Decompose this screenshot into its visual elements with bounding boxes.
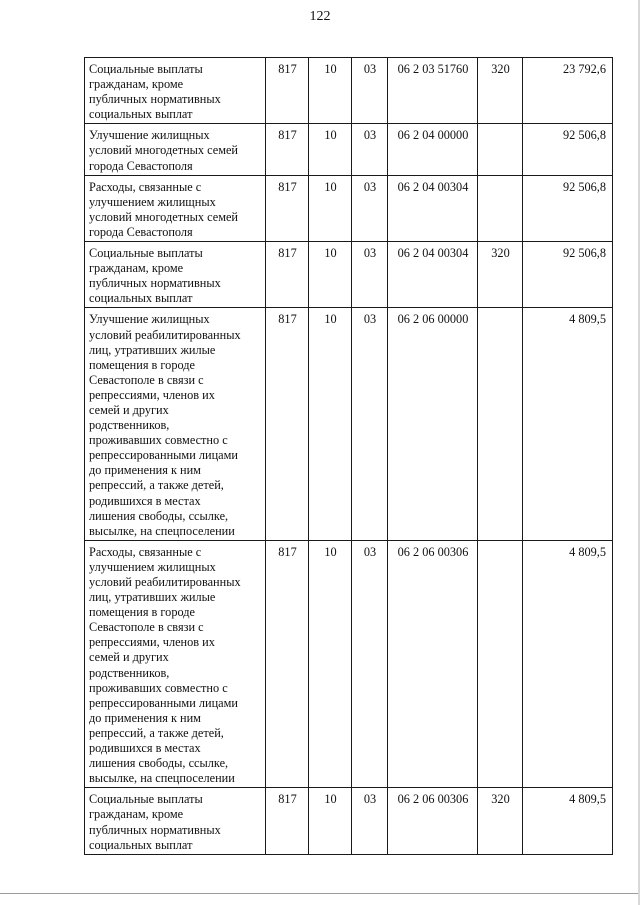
table-row	[85, 540, 613, 788]
row-csr: 06 2 04 00304	[388, 242, 478, 308]
row-sum: 92 506,8	[523, 242, 613, 308]
row-csr: 06 2 06 00306	[388, 540, 478, 788]
row-pr: 03	[352, 124, 388, 175]
row-sum: 92 506,8	[523, 175, 613, 241]
row-grbs: 817	[266, 242, 309, 308]
row-rz: 10	[309, 124, 352, 175]
table-row	[85, 242, 613, 308]
table-row	[85, 788, 613, 854]
page-number: 122	[309, 9, 331, 24]
row-sum: 4 809,5	[523, 540, 613, 788]
row-grbs: 817	[266, 308, 309, 540]
table-row	[85, 175, 613, 241]
row-vr	[478, 308, 523, 540]
row-pr: 03	[352, 175, 388, 241]
row-sum: 4 809,5	[523, 308, 613, 540]
row-csr: 06 2 04 00000	[388, 124, 478, 175]
row-pr: 03	[352, 308, 388, 540]
row-vr	[478, 540, 523, 788]
budget-table	[84, 57, 613, 855]
row-name: Расходы, связанные с улучшением жилищных условий многодетных семей города Севастополя	[85, 175, 266, 241]
row-sum: 23 792,6	[523, 58, 613, 124]
row-sum: 92 506,8	[523, 124, 613, 175]
row-csr: 06 2 06 00000	[388, 308, 478, 540]
row-grbs: 817	[266, 175, 309, 241]
row-grbs: 817	[266, 788, 309, 854]
row-pr: 03	[352, 788, 388, 854]
row-vr	[478, 124, 523, 175]
row-name: Социальные выплаты гражданам, кроме публичных нормативных социальных выплат	[85, 242, 266, 308]
row-rz: 10	[309, 308, 352, 540]
row-name: Улучшение жилищных условий реабилитированных лиц, утративших жилые помещения в городе Севастополе в связи с репрессиями, членов их семей и других родственников, проживавших совместно с репрессированными лицами до применения к ним репрессий, а также детей, родившихся в местах лишения свободы, ссылке, высылке, на спецпоселении	[85, 308, 266, 540]
row-pr: 03	[352, 540, 388, 788]
row-vr: 320	[478, 242, 523, 308]
table-row	[85, 124, 613, 175]
row-grbs: 817	[266, 124, 309, 175]
table-row	[85, 308, 613, 540]
row-vr: 320	[478, 788, 523, 854]
row-rz: 10	[309, 242, 352, 308]
row-rz: 10	[309, 788, 352, 854]
row-name: Улучшение жилищных условий многодетных семей города Севастополя	[85, 124, 266, 175]
row-rz: 10	[309, 58, 352, 124]
row-rz: 10	[309, 175, 352, 241]
row-name: Социальные выплаты гражданам, кроме публичных нормативных социальных выплат	[85, 788, 266, 854]
row-pr: 03	[352, 242, 388, 308]
row-csr: 06 2 06 00306	[388, 788, 478, 854]
row-name: Социальные выплаты гражданам, кроме публичных нормативных социальных выплат	[85, 58, 266, 124]
row-csr: 06 2 03 51760	[388, 58, 478, 124]
row-vr: 320	[478, 58, 523, 124]
row-grbs: 817	[266, 58, 309, 124]
table-row	[85, 58, 613, 124]
row-grbs: 817	[266, 540, 309, 788]
row-sum: 4 809,5	[523, 788, 613, 854]
row-rz: 10	[309, 540, 352, 788]
row-name: Расходы, связанные с улучшением жилищных условий реабилитированных лиц, утративших жилые помещения в городе Севастополе в связи с репрессиями, членов их семей и других родственников, проживавших совместно с репрессированными лицами до применения к ним репрессий, а также детей, родившихся в местах лишения свободы, ссылке, высылке, на спецпоселении	[85, 540, 266, 788]
row-csr: 06 2 04 00304	[388, 175, 478, 241]
scan-bottom-edge	[0, 893, 640, 894]
row-pr: 03	[352, 58, 388, 124]
row-vr	[478, 175, 523, 241]
